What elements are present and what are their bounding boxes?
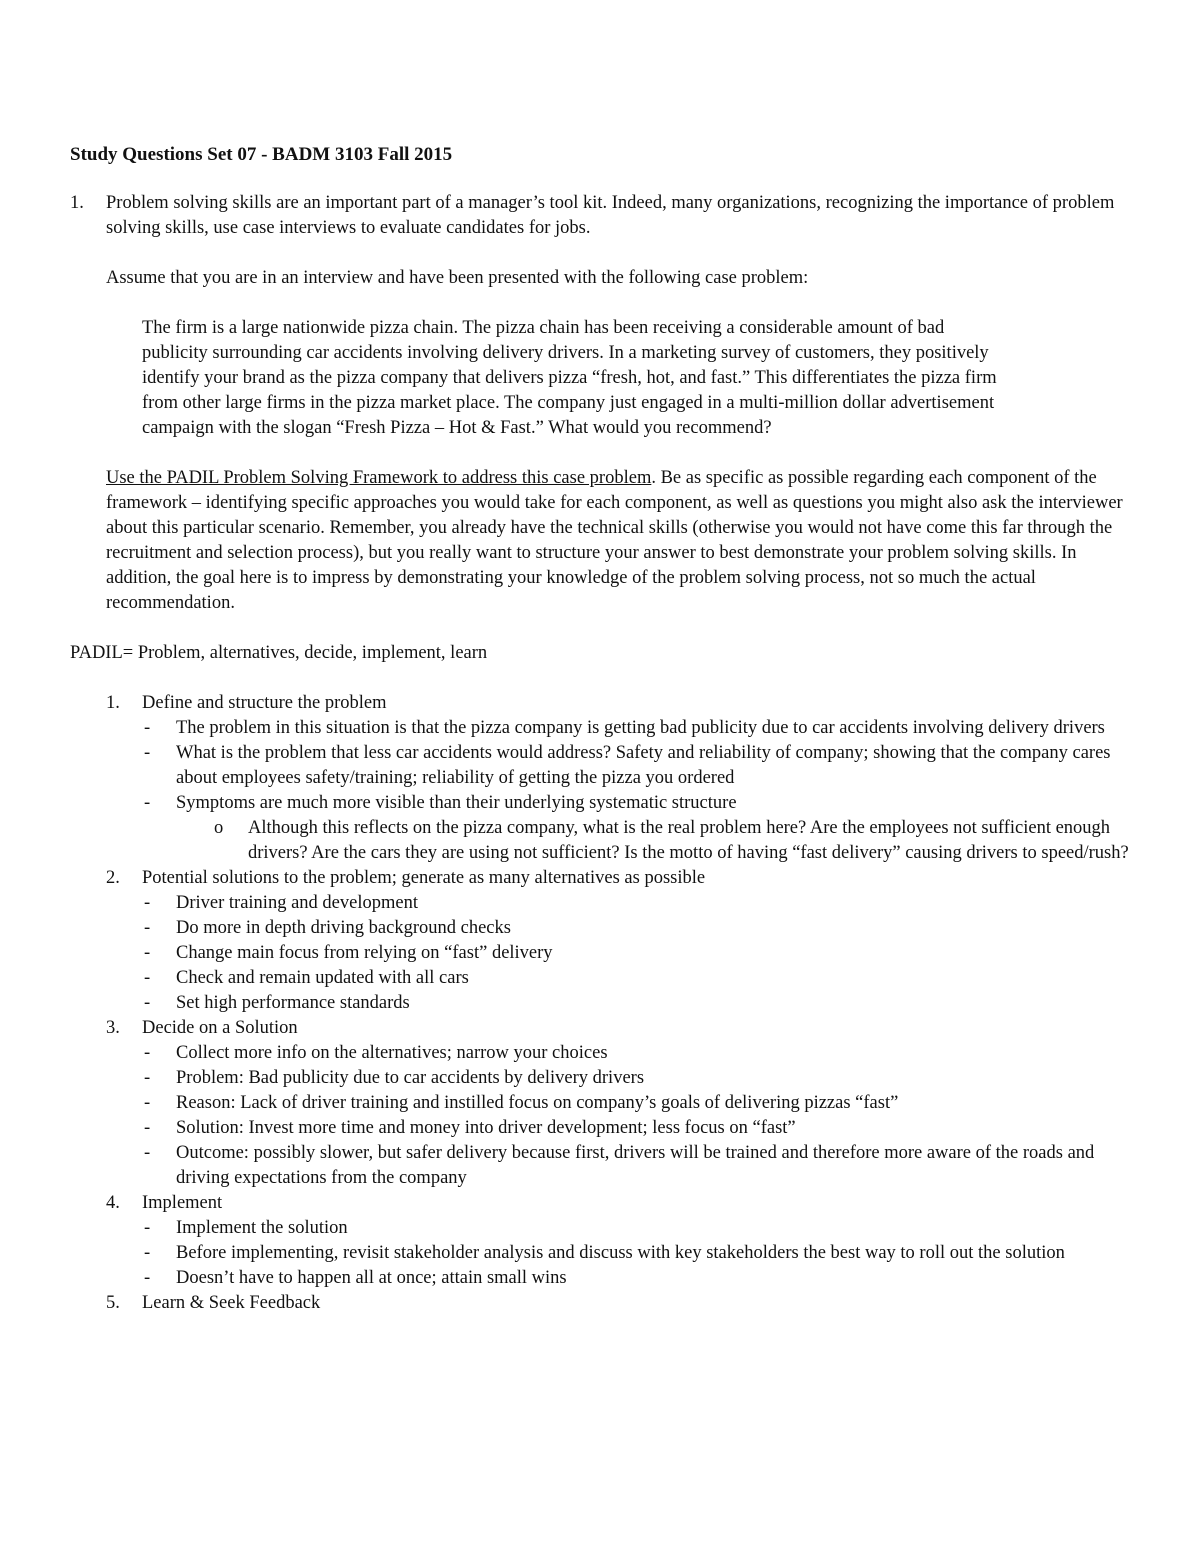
- bullet-text: Reason: Lack of driver training and instilled focus on company’s goals of delivering pizzas “fast”: [176, 1093, 899, 1113]
- step-title: Define and structure the problem: [142, 693, 387, 713]
- bullet-text: Solution: Invest more time and money into driver development; less focus on “fast”: [176, 1118, 796, 1138]
- question-intro: Problem solving skills are an important part of a manager’s tool kit. Indeed, many organizations, recognizing the importance of problem solving skills, use case interviews to evaluate candidates for jobs.: [106, 193, 1115, 238]
- step-title: Learn & Seek Feedback: [142, 1293, 321, 1313]
- question-1: [70, 191, 1130, 1316]
- bullet-text: The problem in this situation is that the pizza company is getting bad publicity due to car accidents involving delivery drivers: [176, 718, 1105, 738]
- step-number: 1.: [106, 693, 120, 713]
- bullet-text: Driver training and development: [176, 893, 418, 913]
- bullet-dash: -: [144, 1068, 151, 1088]
- bullet-item: [70, 941, 1130, 966]
- bullet-text: Outcome: possibly slower, but safer delivery because first, drivers will be trained and therefore more aware of the roads and driving expectations from the company: [176, 1143, 1095, 1188]
- instruction-paragraph: [106, 466, 1130, 616]
- bullet-item: [70, 1116, 1130, 1141]
- step-number: 5.: [106, 1293, 120, 1313]
- bullet-dash: -: [144, 1093, 151, 1113]
- bullet-item: [70, 966, 1130, 991]
- bullet-dash: -: [144, 993, 151, 1013]
- bullet-dash: -: [144, 1043, 151, 1063]
- bullet-item: [70, 1066, 1130, 1091]
- bullet-text: Check and remain updated with all cars: [176, 968, 469, 988]
- bullet-text: Before implementing, revisit stakeholder analysis and discuss with key stakeholders the best way to roll out the solution: [176, 1243, 1065, 1263]
- padil-steps: [70, 691, 1130, 1316]
- instruction-underlined: Use the PADIL Problem Solving Framework to address this case problem: [106, 468, 652, 488]
- bullet-dash: -: [144, 1143, 151, 1163]
- bullet-dash: -: [144, 1118, 151, 1138]
- step-title: Implement: [142, 1193, 223, 1213]
- step-number: 3.: [106, 1018, 120, 1038]
- bullet-text: Set high performance standards: [176, 993, 410, 1013]
- step-item: [70, 866, 1130, 891]
- document-title: Study Questions Set 07 - BADM 3103 Fall 2015: [70, 144, 453, 165]
- padil-definition: PADIL= Problem, alternatives, decide, implement, learn: [70, 643, 488, 663]
- bullet-item: [70, 716, 1130, 741]
- sub-bullet-marker: o: [214, 818, 224, 838]
- bullet-dash: -: [144, 968, 151, 988]
- sub-bullet-item: [70, 816, 1130, 866]
- bullet-text: Doesn’t have to happen all at once; attain small wins: [176, 1268, 567, 1288]
- bullet-text: Problem: Bad publicity due to car accidents by delivery drivers: [176, 1068, 645, 1088]
- bullet-item: [70, 1216, 1130, 1241]
- bullet-item: [70, 916, 1130, 941]
- step-item: [70, 691, 1130, 716]
- bullet-item: [70, 1266, 1130, 1291]
- bullet-dash: -: [144, 943, 151, 963]
- bullet-text: Do more in depth driving background checks: [176, 918, 511, 938]
- bullet-text: Symptoms are much more visible than their underlying systematic structure: [176, 793, 737, 813]
- instruction-rest: . Be as specific as possible regarding each component of the framework – identifying specific approaches you would take for each component, as well as questions you might also ask the interviewer about this particular scenario. Remember, you already have the technical skills (otherwise you would not have come this far through the recruitment and selection process), but you really want to structure your answer to best demonstrate your problem solving skills. In addition, the goal here is to impress by demonstrating your knowledge of the problem solving process, not so much the actual recommendation.: [106, 468, 1123, 613]
- bullet-item: [70, 791, 1130, 816]
- bullet-dash: -: [144, 918, 151, 938]
- sub-bullet-text: Although this reflects on the pizza company, what is the real problem here? Are the employees not sufficient enough drivers? Are the cars they are using not sufficient? Is the motto of having “fast delivery” causing drivers to speed/rush?: [248, 818, 1129, 863]
- bullet-text: Collect more info on the alternatives; narrow your choices: [176, 1043, 608, 1063]
- bullet-item: [70, 1091, 1130, 1116]
- bullet-dash: -: [144, 743, 151, 763]
- step-item: [70, 1191, 1130, 1216]
- bullet-item: [70, 1041, 1130, 1066]
- bullet-item: [70, 1241, 1130, 1266]
- case-problem: The firm is a large nationwide pizza chain. The pizza chain has been receiving a considerable amount of bad publicity surrounding car accidents involving delivery drivers. In a marketing survey of customers, they positively identify your brand as the pizza company that delivers pizza “fresh, hot, and fast.” This differentiates the pizza firm from other large firms in the pizza market place. The company just engaged in a multi-million dollar advertisement campaign with the slogan “Fresh Pizza – Hot & Fast.” What would you recommend?: [142, 318, 997, 438]
- step-title: Potential solutions to the problem; generate as many alternatives as possible: [142, 868, 706, 888]
- bullet-text: Change main focus from relying on “fast” delivery: [176, 943, 553, 963]
- bullet-dash: -: [144, 1243, 151, 1263]
- step-item: [70, 1016, 1130, 1041]
- assume-paragraph: Assume that you are in an interview and have been presented with the following case problem:: [106, 268, 809, 288]
- bullet-text: Implement the solution: [176, 1218, 348, 1238]
- bullet-item: [70, 1141, 1130, 1191]
- question-body: [70, 191, 1130, 1316]
- bullet-text: What is the problem that less car accidents would address? Safety and reliability of company; showing that the company cares about employees safety/training; reliability of getting the pizza you ordered: [176, 743, 1111, 788]
- bullet-dash: -: [144, 718, 151, 738]
- step-number: 2.: [106, 868, 120, 888]
- step-number: 4.: [106, 1193, 120, 1213]
- step-title: Decide on a Solution: [142, 1018, 298, 1038]
- bullet-item: [70, 991, 1130, 1016]
- bullet-dash: -: [144, 893, 151, 913]
- bullet-item: [70, 741, 1130, 791]
- step-item: [70, 1291, 1130, 1316]
- bullet-item: [70, 891, 1130, 916]
- bullet-dash: -: [144, 1218, 151, 1238]
- bullet-dash: -: [144, 1268, 151, 1288]
- bullet-dash: -: [144, 793, 151, 813]
- question-number: 1.: [70, 193, 84, 213]
